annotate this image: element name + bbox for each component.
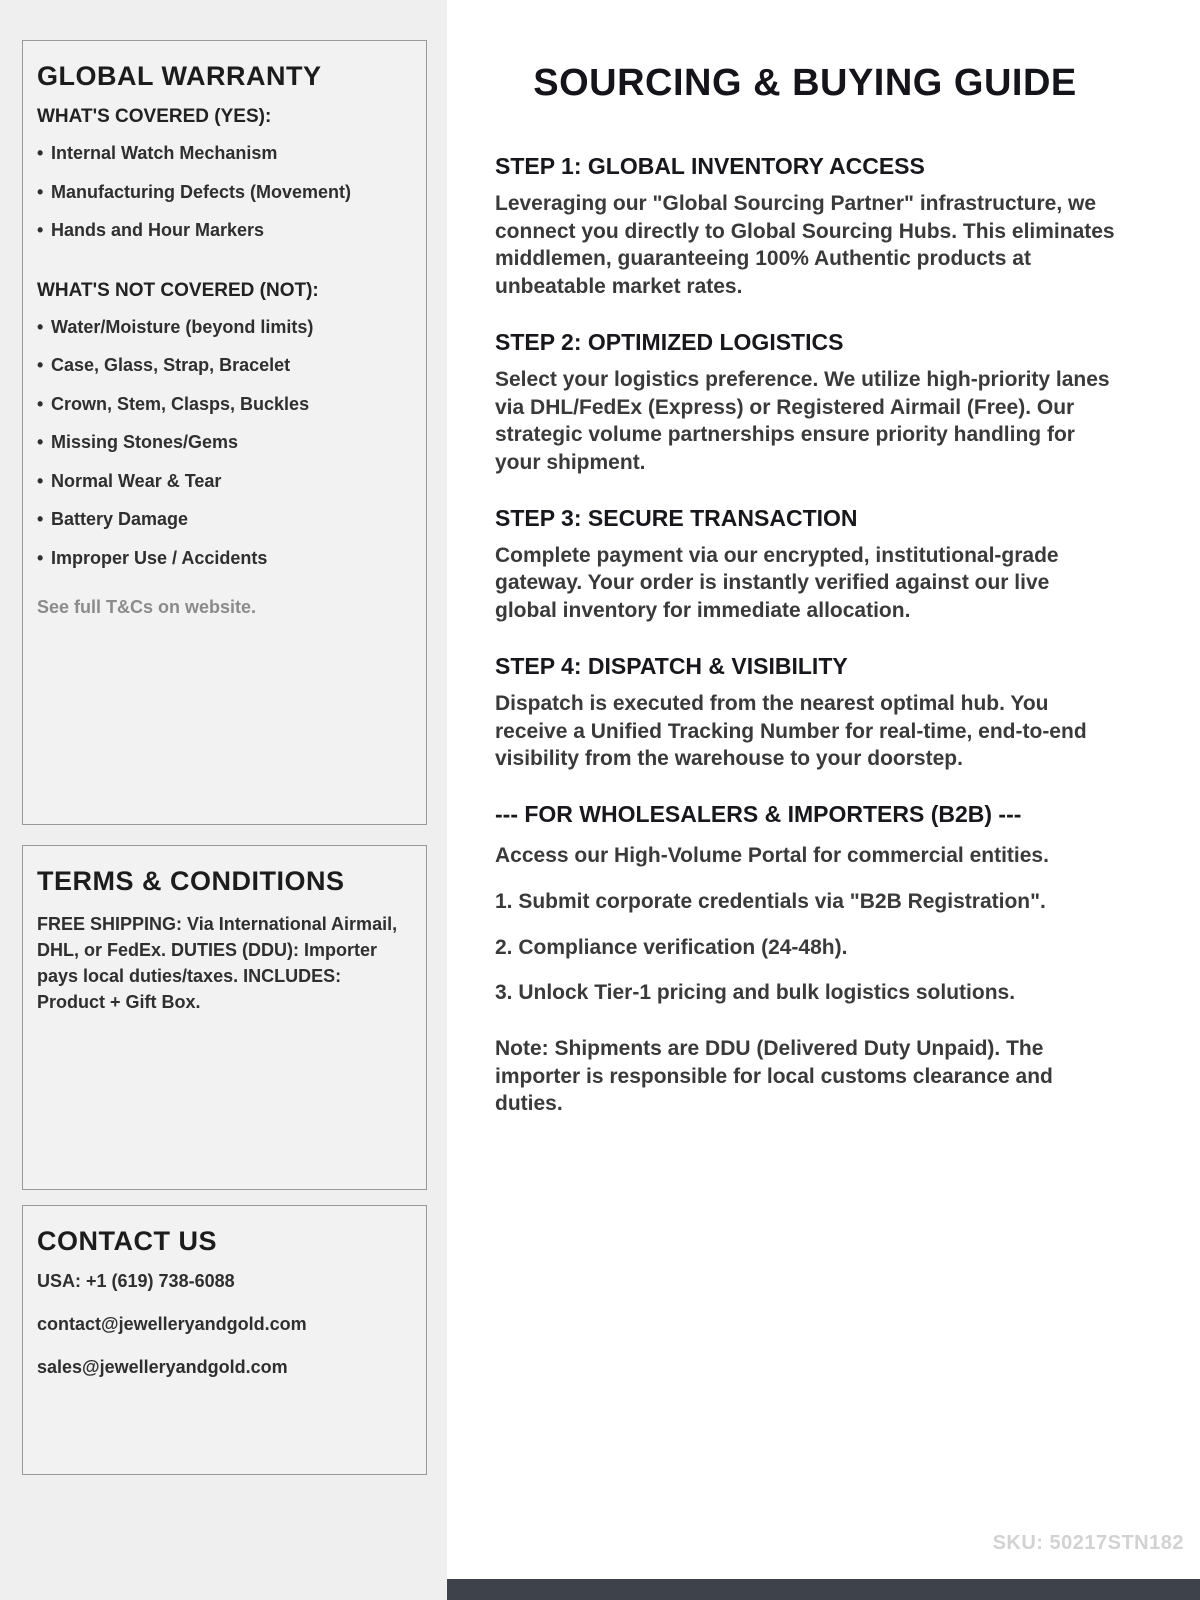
terms-title: TERMS & CONDITIONS [37,866,345,896]
list-item: • Water/Moisture (beyond limits) [37,316,408,339]
list-item: • Internal Watch Mechanism [37,142,408,165]
list-item: • Crown, Stem, Clasps, Buckles [37,393,408,416]
step-section [495,505,1115,625]
terms-body: FREE SHIPPING: Via International Airmail, DHL, or FedEx. DUTIES (DDU): Importer pays local duties/taxes. INCLUDES: Product + Gift Box. [37,914,398,1013]
list-item: • Normal Wear & Tear [37,470,408,493]
list-item: • Hands and Hour Markers [37,219,408,242]
step-heading: STEP 4: DISPATCH & VISIBILITY [495,652,848,679]
sidebar [0,0,447,1600]
sales-email: sales@jewelleryandgold.com [37,1357,288,1377]
not-covered-heading: WHAT'S NOT COVERED (NOT): [37,279,319,301]
step-section [495,153,1115,301]
b2b-item: 3. Unlock Tier-1 pricing and bulk logistics solutions. [495,981,1016,1005]
list-item: • Case, Glass, Strap, Bracelet [37,354,408,377]
step-body: Leveraging our "Global Sourcing Partner" infrastructure, we connect you directly to Global Sourcing Hubs. This eliminates middlemen, guaranteeing 100% Authentic products at unbeatable market rates. [495,192,1115,299]
list-item: • Battery Damage [37,508,408,531]
warranty-note: See full T&Cs on website. [37,597,257,617]
contact-email: contact@jewelleryandgold.com [37,1314,307,1334]
list-item: • Improper Use / Accidents [37,547,408,570]
step-section [495,653,1115,773]
page-title: SOURCING & BUYING GUIDE [533,62,1077,104]
sku-label: SKU: 50217STN182 [992,1532,1184,1554]
b2b-item: 1. Submit corporate credentials via "B2B Registration". [495,889,1046,913]
step-heading: STEP 1: GLOBAL INVENTORY ACCESS [495,153,925,179]
global-warranty-box [22,40,427,825]
step-body: Select your logistics preference. We utilize high-priority lanes via DHL/FedEx (Express) or Registered Airmail (Free). Our strategic volume partnerships ensure priority handling for your shipment. [495,367,1110,475]
step-section [495,329,1115,477]
step-heading: STEP 2: OPTIMIZED LOGISTICS [495,328,844,355]
ddu-note: Note: Shipments are DDU (Delivered Duty Unpaid). The importer is responsible for local customs clearance and duties. [495,1036,1053,1116]
contact-title: CONTACT US [37,1226,217,1256]
not-covered-list [37,316,408,570]
step-heading: STEP 3: SECURE TRANSACTION [495,504,858,531]
contact-us-box [22,1205,427,1475]
list-item: • Manufacturing Defects (Movement) [37,181,408,204]
covered-heading: WHAT'S COVERED (YES): [37,106,272,127]
list-item: • Missing Stones/Gems [37,431,408,454]
step-body: Dispatch is executed from the nearest optimal hub. You receive a Unified Tracking Number for real-time, end-to-end visibility from the warehouse to your doorstep. [495,691,1087,771]
contact-phone: USA: +1 (619) 738-6088 [37,1271,235,1291]
b2b-intro: Access our High-Volume Portal for commercial entities. [495,844,1049,868]
b2b-section [495,801,1115,1118]
b2b-heading: --- FOR WHOLESALERS & IMPORTERS (B2B) --- [495,801,1022,828]
main-content [447,0,1200,1600]
warranty-title: GLOBAL WARRANTY [37,61,322,91]
b2b-item: 2. Compliance verification (24-48h). [495,935,848,959]
covered-list [37,142,408,242]
step-body: Complete payment via our encrypted, institutional-grade gateway. Your order is instantly verified against our live global inventory for immediate allocation. [495,543,1059,623]
footer-bar [447,1579,1200,1600]
terms-conditions-box [22,845,427,1190]
